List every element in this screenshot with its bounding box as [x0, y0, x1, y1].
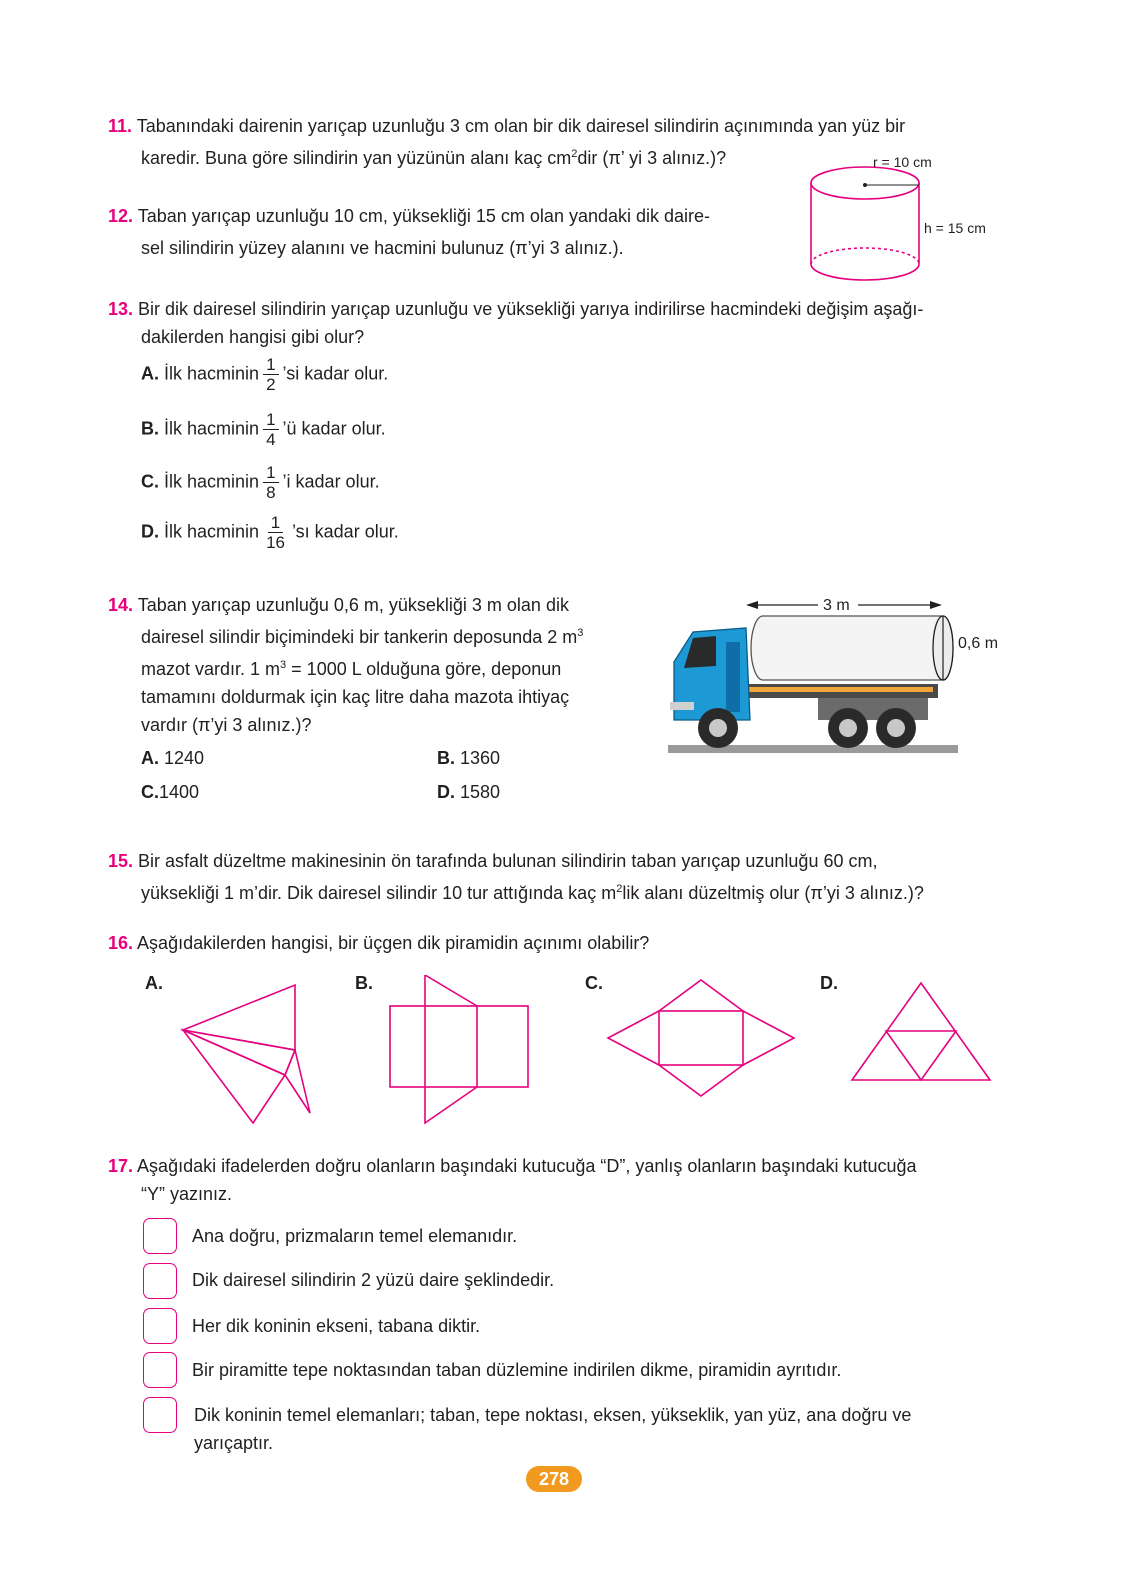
length-label: 3 m — [823, 597, 850, 614]
answer-box-4[interactable] — [143, 1352, 177, 1388]
net-b-bottom-triangle — [425, 1087, 477, 1123]
q16-option-b-label[interactable]: B. — [355, 973, 373, 993]
question-15-line1: 15. Bir asfalt düzeltme makinesinin ön tarafında bulunan silindirin taban yarıçap uzunluğu 60 cm, — [108, 851, 878, 871]
q16-option-a-label[interactable]: A. — [145, 973, 163, 993]
statement-1: Ana doğru, prizmaların temel elemanıdır. — [192, 1226, 518, 1246]
net-a-face-4 — [285, 1050, 310, 1113]
net-option-c[interactable] — [608, 980, 794, 1096]
statement-4: Bir piramitte tepe noktasından taban düzlemine indirilen dikme, piramidin ayrıtıdır. — [192, 1360, 842, 1380]
q16-option-d-label[interactable]: D. — [820, 973, 838, 993]
answer-box-2[interactable] — [143, 1263, 177, 1299]
tank-radius-label: 0,6 m — [958, 635, 999, 652]
question-14-line4: tamamını doldurmak için kaç litre daha mazota ihtiyaç — [141, 687, 570, 707]
net-option-b[interactable] — [390, 975, 528, 1123]
question-14-line2: dairesel silindir biçimindeki bir tankerin deposunda 2 $m^3$ — [141, 627, 584, 647]
net-c-rect — [659, 1011, 743, 1065]
chassis-stripe — [743, 687, 933, 692]
net-a-face-3 — [183, 1030, 285, 1123]
arrow-head-left — [746, 601, 758, 609]
question-12 — [108, 200, 788, 264]
statement-5-line2: yarıçaptır. — [194, 1433, 274, 1453]
question-13 — [108, 295, 1005, 351]
q14-option-b[interactable]: B. 1360 — [437, 748, 501, 768]
cylinder-figure — [800, 148, 1020, 288]
q13-option-d[interactable]: D. İlk hacminin $\frac{1}{16}$ ’sı kadar olur. — [141, 513, 399, 552]
question-12-line1: 12. Taban yarıçap uzunluğu 10 cm, yüksekliği 15 cm olan yandaki dik daire- — [108, 206, 711, 226]
net-figures — [0, 975, 1123, 1135]
q13-option-b[interactable]: B. İlk hacminin $\frac{1}{4}$ ’ü kadar olur. — [141, 410, 386, 449]
question-15 — [108, 847, 1005, 907]
bumper — [670, 702, 694, 710]
question-17-line1: 17. Aşağıdaki ifadelerden doğru olanların başındaki kutucuğa “D”, yanlış olanların başındaki kutucuğa — [108, 1156, 917, 1176]
answer-box-5[interactable] — [143, 1397, 177, 1433]
cab-door — [726, 642, 740, 712]
statement-2: Dik dairesel silindirin 2 yüzü daire şeklindedir. — [192, 1270, 555, 1290]
statement-5-line1: Dik koninin temel elemanları; taban, tepe noktası, eksen, yükseklik, yan yüz, ana doğru ve — [194, 1405, 912, 1425]
question-13-line1: 13. Bir dik dairesel silindirin yarıçap uzunluğu ve yüksekliği yarıya indirilirse hacmindeki değişim aşağı- — [108, 299, 924, 319]
net-c-right-triangle — [743, 1011, 794, 1065]
net-c-left-triangle — [608, 1011, 659, 1065]
cylinder-hidden-edge — [811, 248, 919, 264]
answer-box-1[interactable] — [143, 1218, 177, 1254]
question-15-line2: yüksekliği 1 m’dir. Dik dairesel silindir 10 tur attığında kaç $m^2lik$ alanı düzeltmiş olur (π’yi 3 alınız.)? — [141, 883, 924, 903]
question-17 — [108, 1152, 1005, 1208]
radius-label: r = 10 cm — [873, 154, 932, 170]
question-16: 16. Aşağıdakilerden hangisi, bir üçgen dik piramidin açınımı olabilir? — [108, 933, 650, 953]
q14-option-a[interactable]: A. 1240 — [141, 748, 205, 768]
rear-hub-2 — [887, 719, 905, 737]
q13-option-a[interactable]: A. İlk hacminin $\frac{1}{2}$ ’si kadar olur. — [141, 355, 389, 394]
question-13-line2: dakilerden hangisi gibi olur? — [141, 327, 365, 347]
question-14-line1: 14. Taban yarıçap uzunluğu 0,6 m, yüksekliği 3 m olan dik — [108, 595, 569, 615]
statement-3: Her dik koninin ekseni, tabana diktir. — [192, 1316, 481, 1336]
question-14-line5: vardır (π’yi 3 alınız.)? — [141, 715, 312, 735]
fraction: $\frac{1}{2}$ — [263, 355, 278, 394]
question-14 — [108, 591, 628, 739]
arrow-head-right — [930, 601, 942, 609]
question-11-line2: karedir. Buna göre silindirin yan yüzünün alanı kaç $cm^2dir$ (π’ yi 3 alınız.)? — [141, 148, 727, 168]
net-b-rect — [390, 1006, 528, 1087]
center-point — [863, 183, 867, 187]
question-12-line2: sel silindirin yüzey alanını ve hacmini bulunuz (π’yi 3 alınız.). — [141, 238, 624, 258]
question-14-line3: mazot vardır. 1 $m^3 = 1000$ L olduğuna göre, deponun — [141, 659, 562, 679]
front-hub — [709, 719, 727, 737]
question-17-line2: “Y” yazınız. — [141, 1184, 233, 1204]
fraction: $\frac{1}{4}$ — [263, 410, 278, 449]
height-label: h = 15 cm — [924, 220, 986, 236]
net-b-top-triangle — [425, 975, 477, 1006]
fraction: $\frac{1}{8}$ — [263, 463, 278, 502]
net-d-inner-triangle — [886, 1031, 956, 1080]
net-option-a[interactable] — [183, 985, 310, 1123]
cylinder-body — [811, 183, 919, 280]
fraction: $\frac{1}{16}$ — [266, 513, 285, 552]
net-c-top-triangle — [659, 980, 743, 1011]
q14-option-d[interactable]: D. 1580 — [437, 782, 501, 802]
statement-5 — [194, 1401, 1004, 1457]
answer-box-3[interactable] — [143, 1308, 177, 1344]
net-c-bottom-triangle — [659, 1065, 743, 1096]
net-option-d[interactable] — [852, 983, 990, 1080]
tanker-truck-figure — [668, 590, 1018, 760]
q13-option-c[interactable]: C. İlk hacminin $\frac{1}{8}$ ’i kadar olur. — [141, 463, 380, 502]
question-11-line1: 11. Tabanındaki dairenin yarıçap uzunluğu 3 cm olan bir dik dairesel silindirin açınımında yan yüz bir — [108, 116, 906, 136]
tank-body — [751, 616, 953, 680]
q14-option-c[interactable]: C.1400 — [141, 782, 200, 802]
page-number-badge: 278 — [526, 1466, 582, 1492]
rear-hub-1 — [839, 719, 857, 737]
q16-option-c-label[interactable]: C. — [585, 973, 603, 993]
